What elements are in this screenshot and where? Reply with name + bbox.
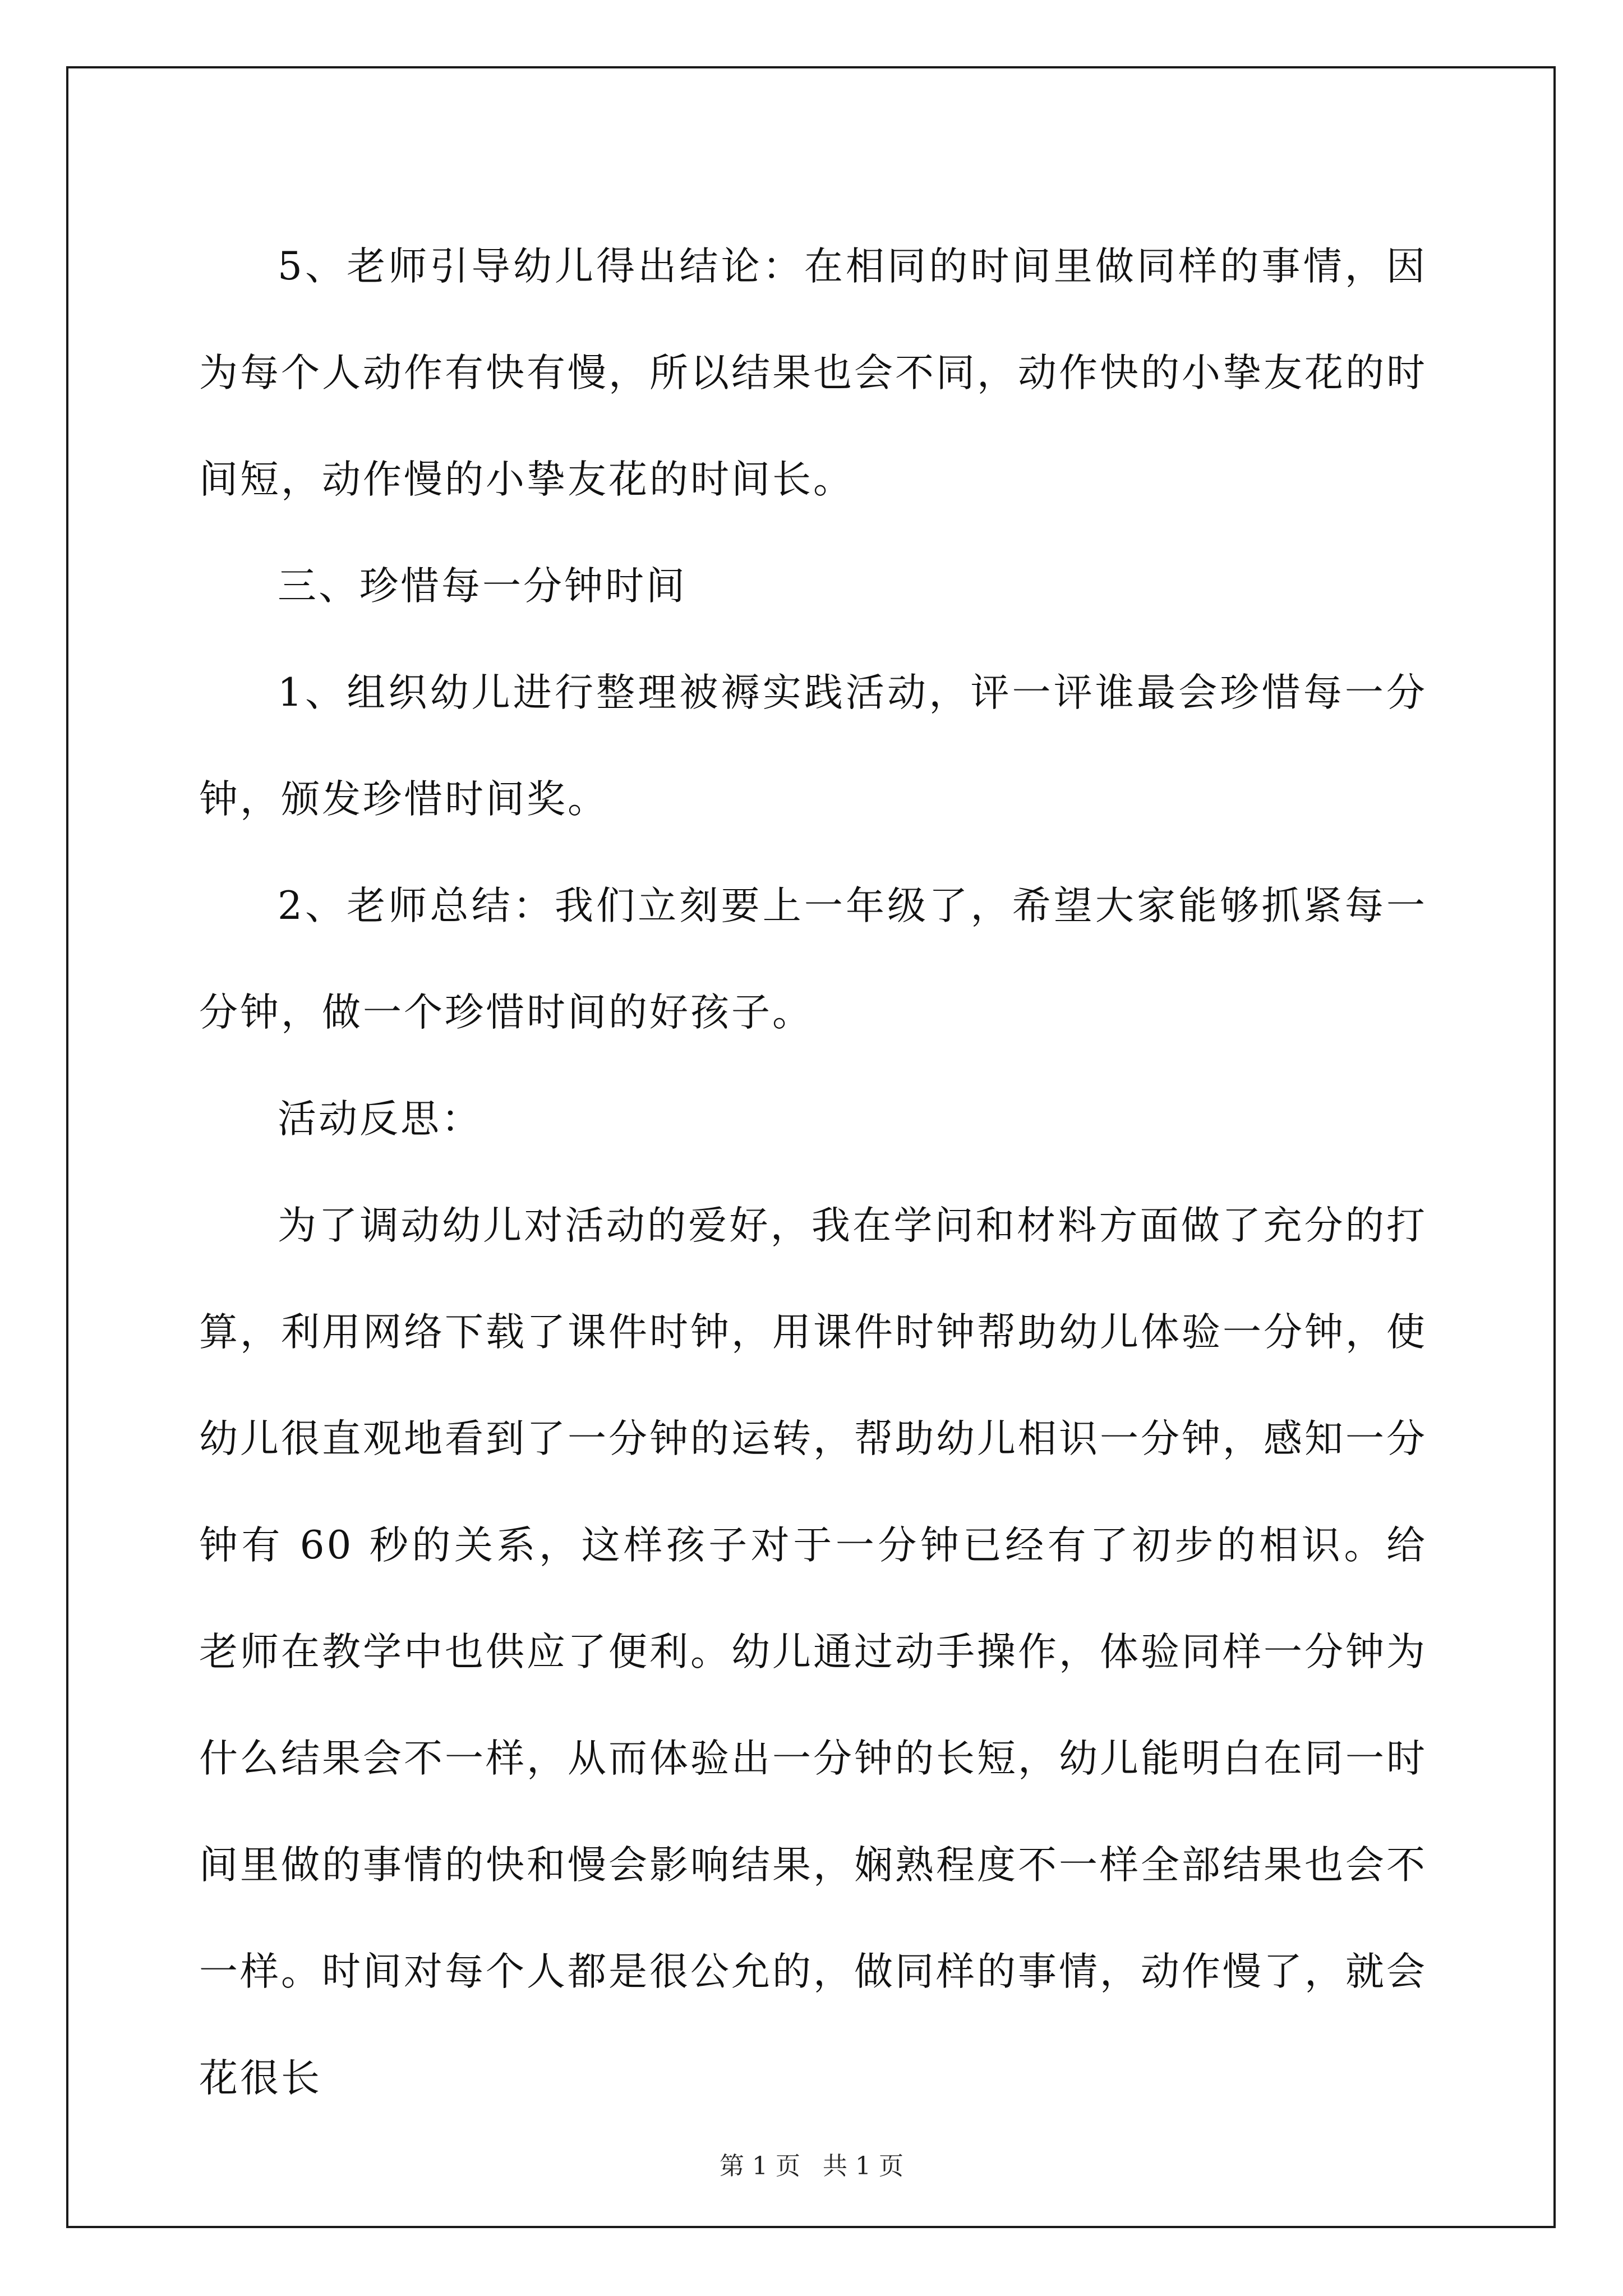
- paragraph-activity: 1、组织幼儿进行整理被褥实践活动，评一评谁最会珍惜每一分钟，颁发珍惜时间奖。: [199, 670, 1427, 822]
- document-body: [199, 213, 1427, 2132]
- paragraph-conclusion: 5、老师引导幼儿得出结论：在相同的时间里做同样的事情，因为每个人动作有快有慢，所以结果也会不同，动作快的小挚友花的时间短，动作慢的小挚友花的时间长。: [199, 244, 1427, 502]
- reflection-heading: 活动反思：: [278, 1097, 482, 1142]
- section-heading: 三、珍惜每一分钟时间: [278, 564, 687, 609]
- paragraph-summary: 2、老师总结：我们立刻要上一年级了，希望大家能够抓紧每一分钟，做一个珍惜时间的好孩子。: [199, 884, 1427, 1035]
- page-footer: [0, 2150, 1623, 2183]
- paragraph-reflection: 为了调动幼儿对活动的爱好，我在学问和材料方面做了充分的打算，利用网络下载了课件时钟，用课件时钟帮助幼儿体验一分钟，使幼儿很直观地看到了一分钟的运转，帮助幼儿相识一分钟，感知一分钟有 60 秒的关系，这样孩子对于一分钟已经有了初步的相识。给老师在教学中也供应了便利。幼儿通过动手操作，体验同样一分钟为什么结果会不一样，从而体验出一分钟的长短，幼儿能明白在同一时间里做的事情的快和慢会影响结果，娴熟程度不一样全部结果也会不一样。时间对每个人都是很公允的，做同样的事情，动作慢了，就会花很长: [199, 1203, 1427, 2101]
- page-number: 第 1 页: [720, 2152, 800, 2180]
- page-total: 共 1 页: [823, 2152, 903, 2180]
